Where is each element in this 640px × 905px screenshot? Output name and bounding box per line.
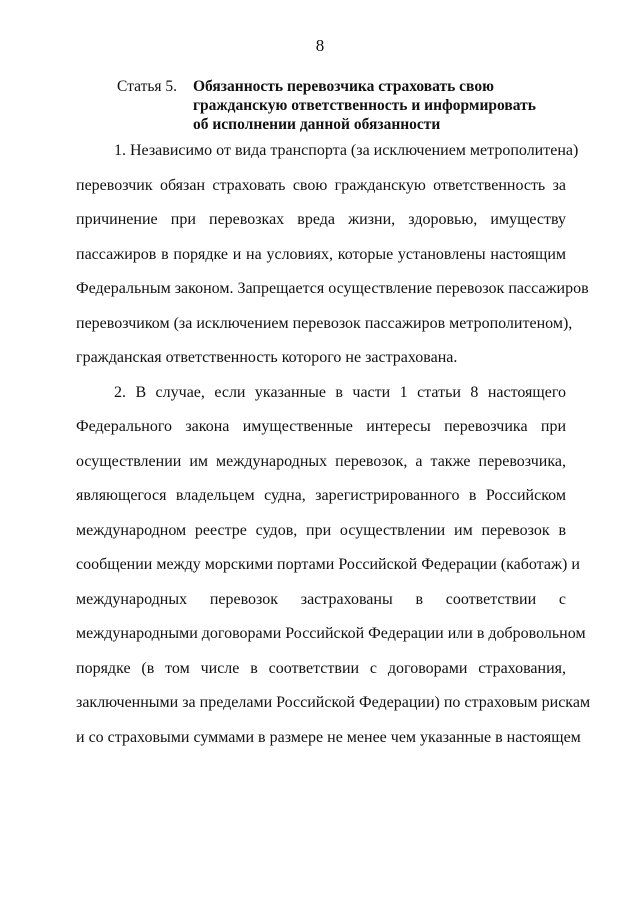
text-line: Федерального закона имущественные интересы перевозчика при xyxy=(76,418,566,435)
text-line: пассажиров в порядке и на условиях, которые установлены настоящим xyxy=(76,245,566,263)
paragraph-1 xyxy=(76,141,589,383)
text-line: 2. В случае, если указанные в части 1 статьи 8 настоящего xyxy=(114,383,566,401)
page-number: 8 xyxy=(315,36,325,55)
text-line: и со страховыми суммами в размере не менее чем указанные в настоящем xyxy=(76,728,581,746)
article-body xyxy=(76,141,591,762)
text-line: перевозчик обязан страховать свою гражданскую ответственность за xyxy=(76,176,566,194)
text-line: международном реестре судов, при осуществлении им перевозок в xyxy=(76,521,566,539)
article-label: Статья 5. xyxy=(117,78,178,95)
article-header xyxy=(117,77,577,134)
text-line: сообщении между морскими портами Российской Федерации (каботаж) и xyxy=(76,556,580,573)
article-title-line: Обязанность перевозчика страховать свою xyxy=(193,78,494,95)
text-line: международных перевозок застрахованы в соответствии с xyxy=(76,590,566,608)
text-line: 1. Независимо от вида транспорта (за исключением метрополитена) xyxy=(114,142,579,159)
text-line: перевозчиком (за исключением перевозок пассажиров метрополитеном), xyxy=(76,314,573,332)
article-title-line: гражданскую ответственность и информировать xyxy=(193,97,536,114)
text-line: Федеральным законом. Запрещается осуществление перевозок пассажиров xyxy=(76,280,589,297)
article-title-line: об исполнении данной обязанности xyxy=(193,116,441,133)
text-line: заключенными за пределами Российской Федерации) по страховым рискам xyxy=(76,694,591,711)
text-line: международными договорами Российской Федерации или в добровольном xyxy=(76,625,586,642)
paragraph-2 xyxy=(76,383,591,763)
text-line: являющегося владельцем судна, зарегистрированного в Российском xyxy=(76,487,566,504)
text-line: гражданская ответственность которого не застрахована. xyxy=(76,349,458,366)
text-line: осуществлении им международных перевозок, а также перевозчика, xyxy=(76,452,566,470)
article-title xyxy=(193,77,536,134)
text-line: причинение при перевозках вреда жизни, здоровью, имуществу xyxy=(76,211,566,228)
text-line: порядке (в том числе в соответствии с договорами страхования, xyxy=(76,659,566,677)
